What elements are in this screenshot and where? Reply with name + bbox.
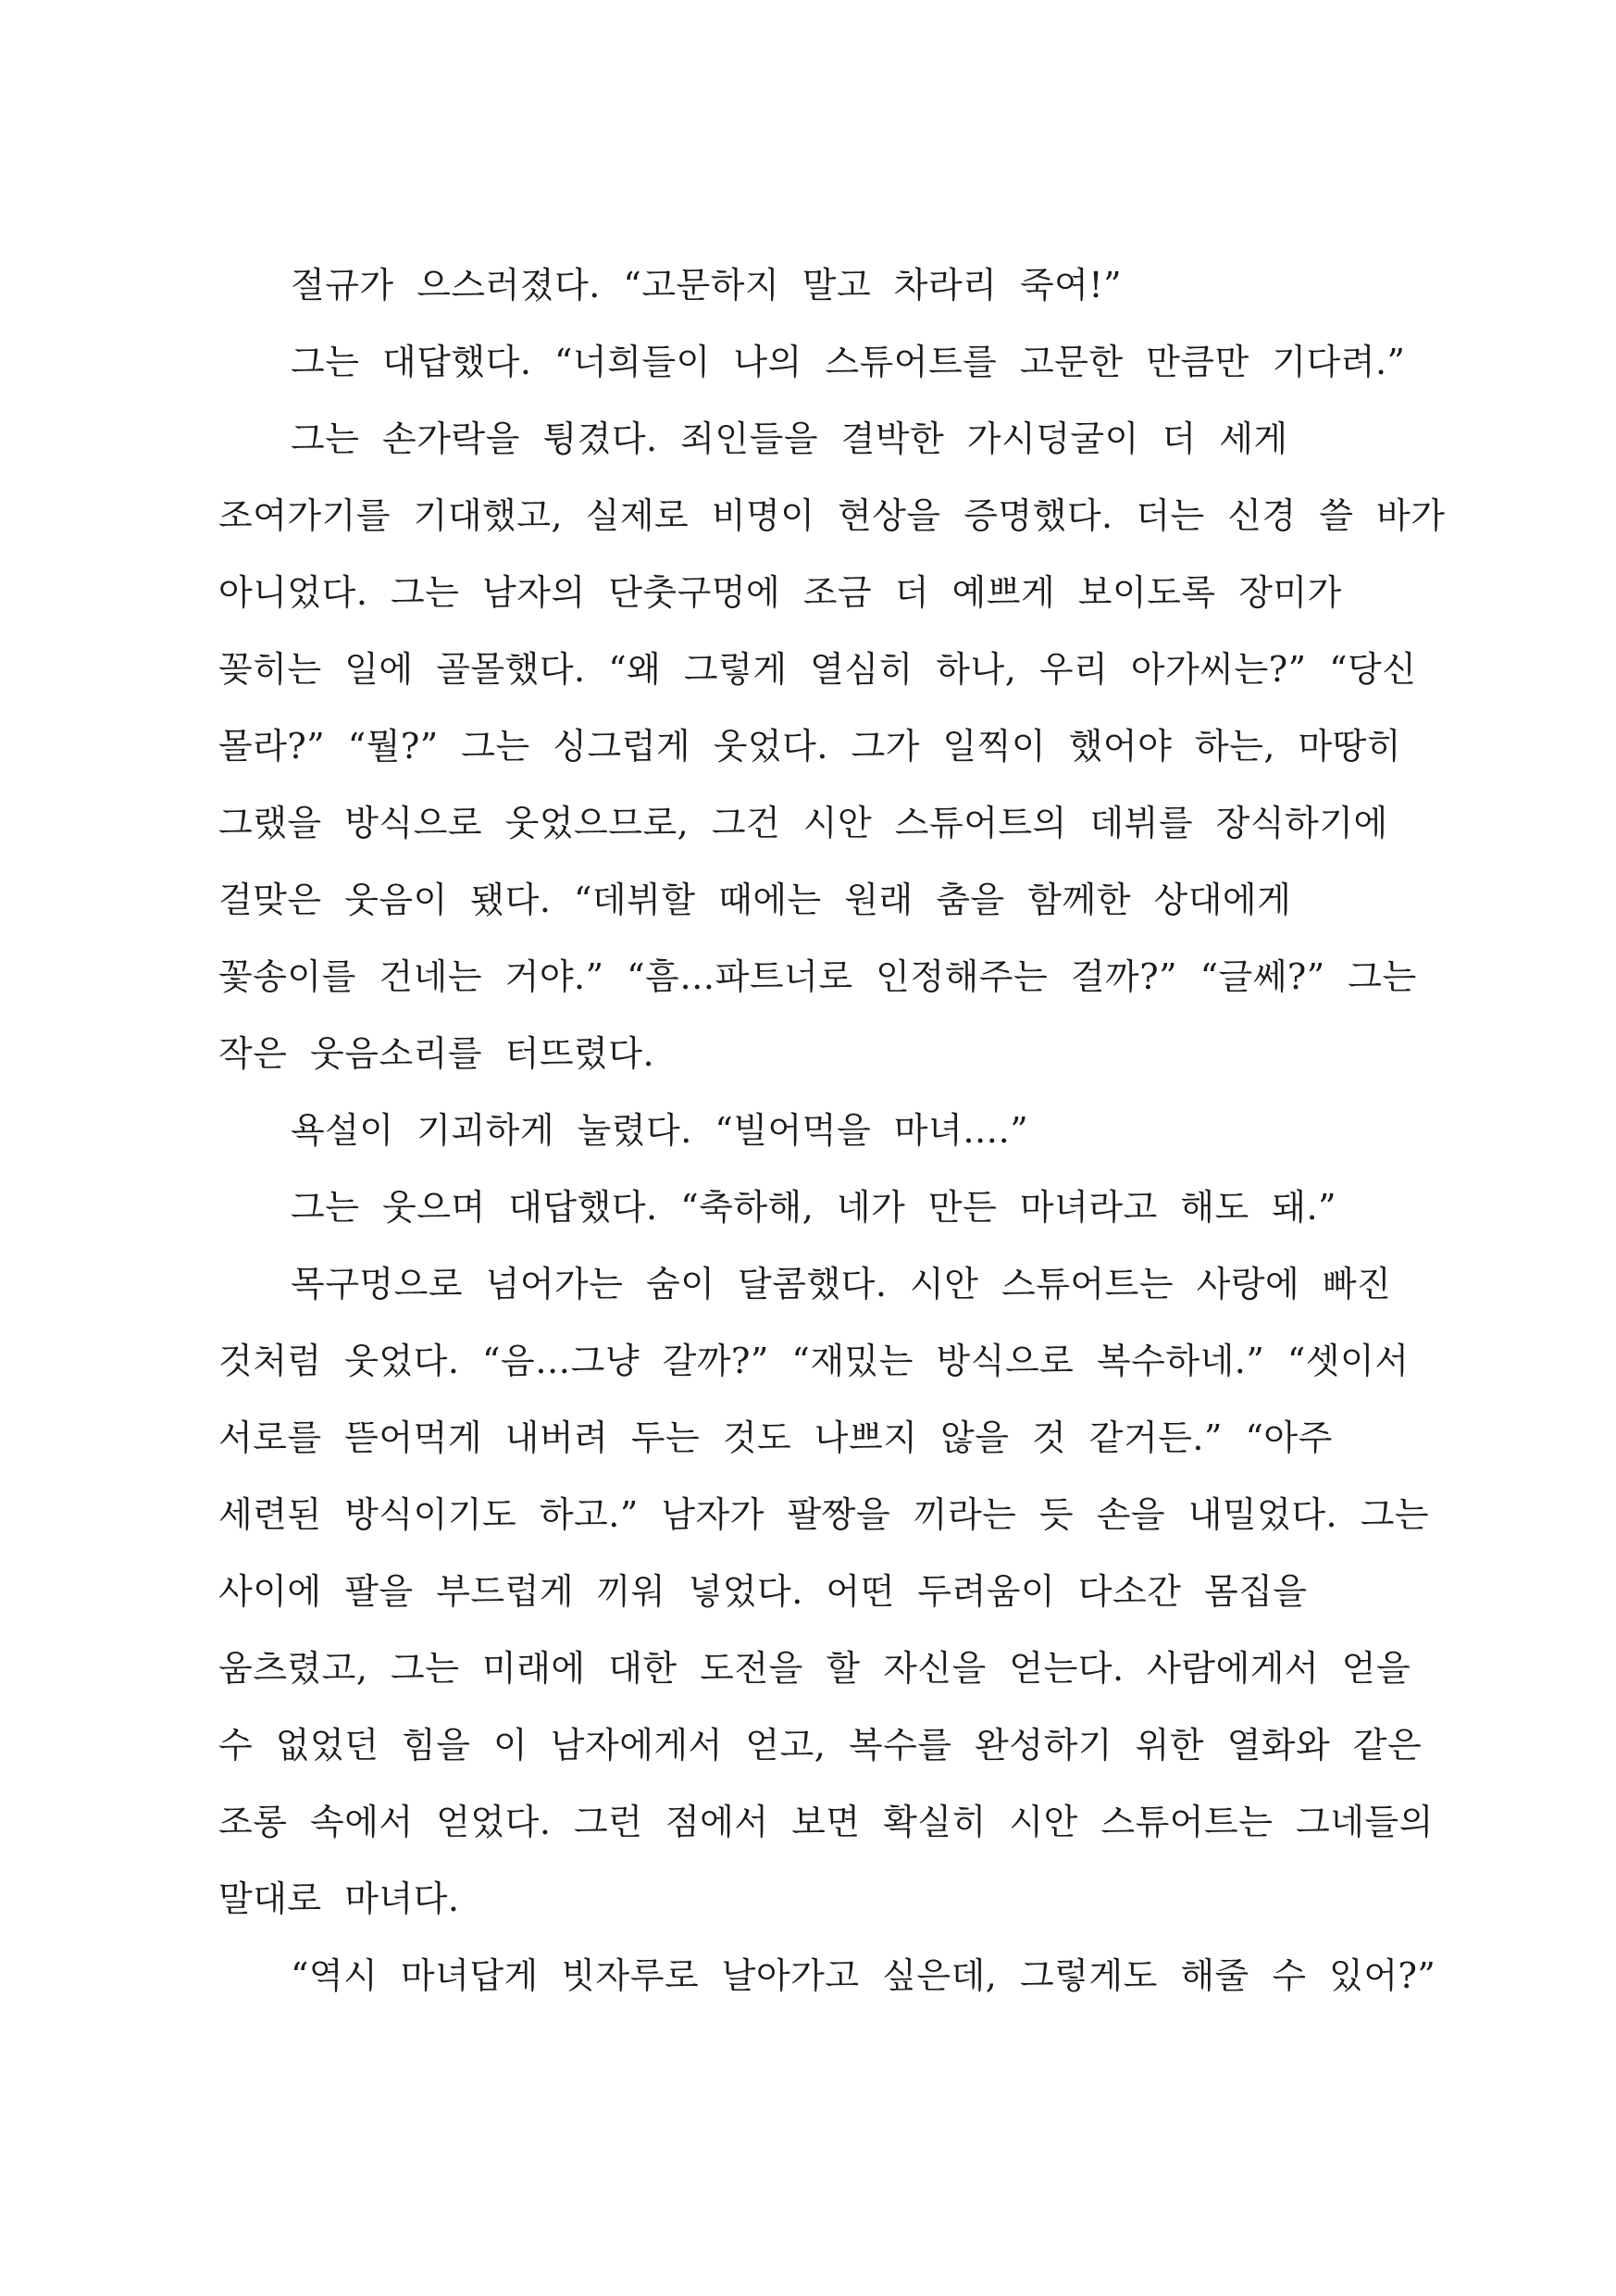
text-line: 목구멍으로 넘어가는 숨이 달콤했다. 시안 스튜어트는 사랑에 빠진 bbox=[291, 1264, 1392, 1304]
text-line: 몰라?” “뭘?” 그는 싱그럽게 웃었다. 그가 일찍이 했어야 하는, 마땅히 bbox=[218, 726, 1402, 767]
text-line: 꽂히는 일에 골몰했다. “왜 그렇게 열심히 하나, 우리 아가씨는?” “당신 bbox=[218, 649, 1417, 690]
text-line: 조여가기를 기대했고, 실제로 비명이 현상을 증명했다. 더는 신경 쓸 바가 bbox=[218, 495, 1446, 536]
text-line: 욕설이 기괴하게 눌렸다. “빌어먹을 마녀….” bbox=[291, 1110, 1029, 1151]
text-line: 사이에 팔을 부드럽게 끼워 넣었다. 어떤 두려움이 다소간 몸집을 bbox=[218, 1571, 1308, 1612]
text-line: 세련된 방식이기도 하고.” 남자가 팔짱을 끼라는 듯 손을 내밀었다. 그는 bbox=[218, 1494, 1430, 1535]
text-line: 꽃송이를 건네는 거야.” “흠…파트너로 인정해주는 걸까?” “글쎄?” 그는 bbox=[218, 956, 1417, 997]
text-line: 절규가 으스러졌다. “고문하지 말고 차라리 죽여!” bbox=[291, 265, 1123, 306]
text-line: 서로를 뜯어먹게 내버려 두는 것도 나쁘지 않을 것 같거든.” “아주 bbox=[218, 1417, 1333, 1458]
text-line: 수 없었던 힘을 이 남자에게서 얻고, 복수를 완성하기 위한 열화와 같은 bbox=[218, 1725, 1423, 1766]
text-line: 작은 웃음소리를 터뜨렸다. bbox=[218, 1033, 655, 1074]
text-line: 걸맞은 웃음이 됐다. “데뷔할 때에는 원래 춤을 함께한 상대에게 bbox=[218, 880, 1292, 920]
text-line: 움츠렸고, 그는 미래에 대한 도전을 할 자신을 얻는다. 사람에게서 얻을 bbox=[218, 1648, 1411, 1689]
text-line: 아니었다. 그는 남자의 단춧구멍에 조금 더 예쁘게 보이도록 장미가 bbox=[218, 572, 1342, 613]
text-line: 것처럼 웃었다. “음…그냥 갈까?” “재밌는 방식으로 복수하네.” “셋이서 bbox=[218, 1341, 1410, 1381]
text-line: 그는 대답했다. “너희들이 나의 스튜어트를 고문한 만큼만 기다려.” bbox=[291, 342, 1406, 382]
text-line: 그는 손가락을 튕겼다. 죄인들을 결박한 가시덩굴이 더 세게 bbox=[291, 418, 1288, 459]
body-text bbox=[218, 257, 1446, 2025]
text-line: 그랬을 방식으로 웃었으므로, 그건 시안 스튜어트의 데뷔를 장식하기에 bbox=[218, 803, 1388, 843]
text-line: 조롱 속에서 얻었다. 그런 점에서 보면 확실히 시안 스튜어트는 그네들의 bbox=[218, 1802, 1434, 1842]
text-line: 그는 웃으며 대답했다. “축하해, 네가 만든 마녀라고 해도 돼.” bbox=[291, 1187, 1337, 1228]
text-line: 말대로 마녀다. bbox=[218, 1878, 460, 1919]
text-line: “역시 마녀답게 빗자루로 날아가고 싶은데, 그렇게도 해줄 수 있어?” bbox=[291, 1955, 1436, 1996]
